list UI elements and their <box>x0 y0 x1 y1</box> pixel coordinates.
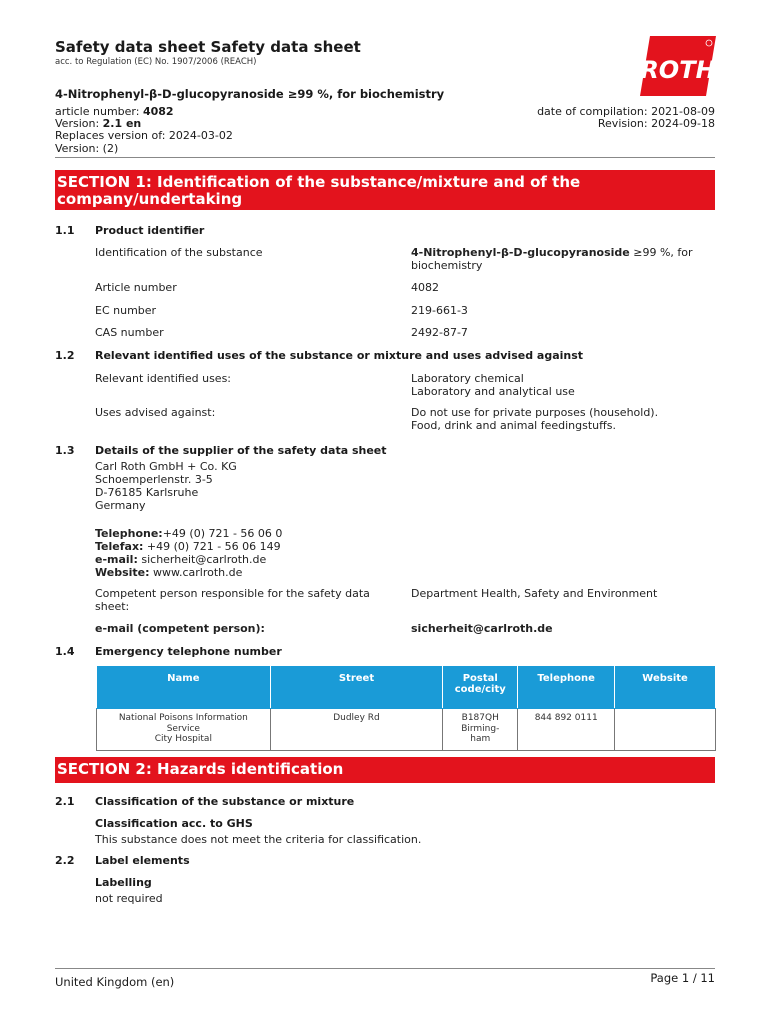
field-value: 2492-87-7 <box>411 326 468 339</box>
subsection-number: 2.2 <box>55 854 75 867</box>
labelling-text: not required <box>95 892 163 905</box>
table-cell: 844 892 0111 <box>518 709 615 751</box>
subsection-heading: Details of the supplier of the safety data sheet <box>95 444 387 457</box>
column-header: Postal code/city <box>443 666 518 709</box>
column-header: Website <box>615 666 716 709</box>
field-label: e-mail (competent person): <box>95 622 265 635</box>
logo-text: ROTH <box>640 56 716 84</box>
website-link[interactable]: www.carlroth.de <box>149 566 243 579</box>
field-value: Department Health, Safety and Environment <box>411 587 658 600</box>
field-label: Uses advised against: <box>95 406 216 419</box>
table-header-row <box>97 666 716 709</box>
column-header: Telephone <box>518 666 615 709</box>
subsection-heading: Product identifier <box>95 224 205 237</box>
subsection-heading: Classification of the substance or mixture <box>95 795 355 808</box>
page-number: Page 1 / 11 <box>650 971 715 985</box>
product-name: 4-Nitrophenyl-β-D-glucopyranoside ≥99 %, for biochemistry <box>55 87 445 101</box>
roth-logo <box>640 36 716 96</box>
classification-subheading: Classification acc. to GHS <box>95 817 253 830</box>
field-label: Relevant identified uses: <box>95 372 232 385</box>
emergency-table <box>96 665 716 751</box>
section-1-header: SECTION 1: Identification of the substance/mixture and of the company/undertaking <box>55 170 715 210</box>
subsection-number: 1.2 <box>55 349 75 362</box>
field-value: Do not use for private purposes (household). Food, drink and animal feedingstuffs. <box>411 406 659 432</box>
field-value: 4-Nitrophenyl-β-D-glucopyranoside ≥99 %, for biochemistry <box>411 246 693 272</box>
subsection-heading: Emergency telephone number <box>95 645 282 658</box>
field-value: Laboratory chemical Laboratory and analytical use <box>411 372 575 398</box>
column-header: Name <box>97 666 271 709</box>
email-link[interactable]: sicherheit@carlroth.de <box>137 553 267 566</box>
subsection-number: 1.3 <box>55 444 75 457</box>
subsection-heading: Label elements <box>95 854 190 867</box>
field-value: 219-661-3 <box>411 304 468 317</box>
field-label: Article number <box>95 281 177 294</box>
subsection-heading: Relevant identified uses of the substance or mixture and uses advised against <box>95 349 584 362</box>
footer-divider <box>55 968 715 969</box>
table-cell <box>615 709 716 751</box>
classification-text: This substance does not meet the criteria for classification. <box>95 833 422 846</box>
column-header: Street <box>270 666 443 709</box>
competent-email-link[interactable]: sicherheit@carlroth.de <box>411 622 553 635</box>
labelling-subheading: Labelling <box>95 876 152 889</box>
supplier-contacts: Telephone:+49 (0) 721 - 56 06 0 Telefax: +49 (0) 721 - 56 06 149 e-mail: sicherheit@carlroth.de Website: www.carlroth.de <box>95 527 283 579</box>
table-cell: B187QH Birming- ham <box>443 709 518 751</box>
field-value: 4082 <box>411 281 439 294</box>
field-label: EC number <box>95 304 157 317</box>
field-label: Competent person responsible for the safety data sheet: <box>95 587 370 613</box>
field-label: Identification of the substance <box>95 246 263 259</box>
table-row <box>97 709 716 751</box>
regulation-text: acc. to Regulation (EC) No. 1907/2006 (REACH) <box>55 57 257 67</box>
version-info: article number: 4082 Version: 2.1 en Replaces version of: 2024-03-02 Version: (2) <box>55 105 233 155</box>
subsection-number: 2.1 <box>55 795 75 808</box>
dates-info: date of compilation: 2021-08-09 Revision: 2024-09-18 <box>537 105 715 131</box>
document-title: Safety data sheet Safety data sheet <box>55 38 361 56</box>
footer-country: United Kingdom (en) <box>55 975 175 989</box>
subsection-number: 1.1 <box>55 224 75 237</box>
table-cell: National Poisons Information Service City Hospital <box>97 709 271 751</box>
field-label: CAS number <box>95 326 164 339</box>
header-divider <box>55 157 715 158</box>
subsection-number: 1.4 <box>55 645 75 658</box>
section-2-header: SECTION 2: Hazards identification <box>55 757 715 783</box>
supplier-address: Carl Roth GmbH + Co. KG Schoemperlenstr. 3-5 D-76185 Karlsruhe Germany <box>95 460 237 512</box>
table-cell: Dudley Rd <box>270 709 443 751</box>
